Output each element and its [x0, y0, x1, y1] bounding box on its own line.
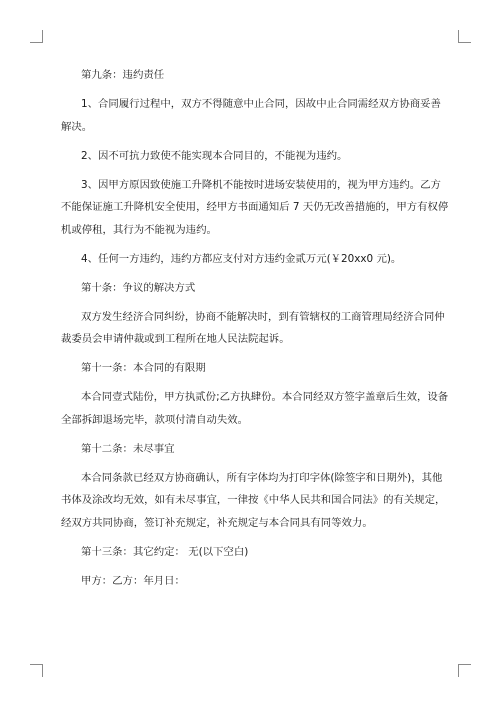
clause-12-line-3: 经双方共同协商，签订补充规定，补充规定与本合同具有同等效力。	[61, 516, 373, 529]
clause-9-1-line-2: 解决。	[61, 120, 93, 133]
clause-9-1-line-1: 1、合同履行过程中，双方不得随意中止合同，因故中止合同需经双方协商妥善	[81, 98, 441, 110]
signature-line: 甲方：乙方：年月日：	[81, 574, 185, 587]
clause-9-3-line-2: 不能保证施工升降机安全使用，经甲方书面通知后 7 天仍无改善措施的，甲方有权停	[61, 201, 449, 213]
section-heading-11: 第十一条：本合同的有限期	[81, 362, 206, 374]
clause-9-2: 2、因不可抗力致使不能实现本合同目的，不能视为违约。	[81, 149, 348, 162]
section-heading-13: 第十三条：其它约定： 无(以下空白)	[81, 545, 249, 558]
clause-9-4: 4、任何一方违约，违约方都应支付对方违约金贰万元(￥20xx0 元)。	[81, 252, 402, 265]
clause-12-line-2: 书体及涂改均无效，如有未尽事宜，一律按《中华人民共和国合同法》的有关规定，	[61, 494, 446, 506]
section-heading-10: 第十条：争议的解决方式	[81, 281, 196, 294]
clause-11-line-1: 本合同壹式陆份，甲方执贰份;乙方执肆份。本合同经双方签字盖章后生效，设备	[81, 391, 449, 403]
crop-mark-bottom-right	[458, 664, 471, 677]
crop-mark-top-right	[458, 30, 471, 43]
clause-12-line-1: 本合同条款已经双方协商确认，所有字体均为打印字体(除签字和日期外)，其他	[81, 471, 443, 484]
clause-11-line-2: 全部拆卸退场完毕，款项付清自动失效。	[61, 413, 249, 426]
clause-9-3-line-1: 3、因甲方原因致使施工升降机不能按时进场安装使用的，视为甲方违约。乙方	[81, 178, 441, 191]
section-heading-9: 第九条：违约责任	[81, 69, 165, 81]
section-heading-12: 第十二条：未尽事宜	[81, 442, 175, 455]
clause-10-line-2: 裁委员会申请仲裁或到工程所在地人民法院起诉。	[61, 333, 290, 345]
clause-10-line-1: 双方发生经济合同纠纷，协商不能解决时，到有管辖权的工商管理局经济合同仲	[81, 310, 445, 323]
crop-mark-bottom-left	[30, 664, 43, 677]
document-body	[61, 64, 449, 592]
clause-9-3-line-3: 机或停租，其行为不能视为违约。	[61, 223, 217, 236]
crop-mark-top-left	[30, 30, 43, 43]
